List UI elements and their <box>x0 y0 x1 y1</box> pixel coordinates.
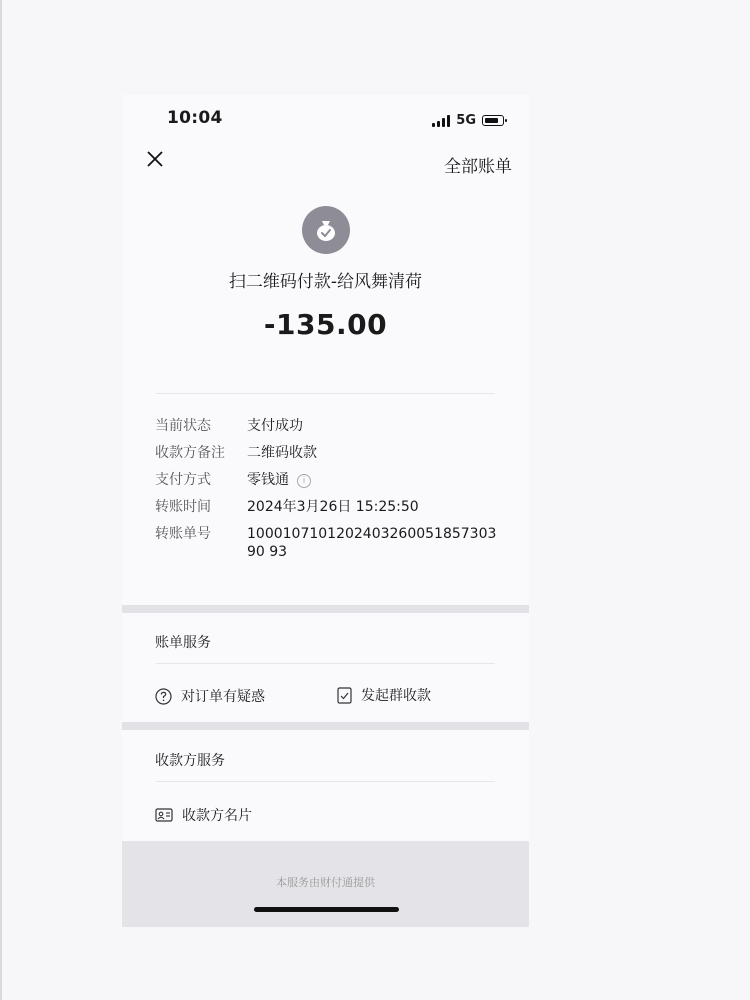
signal-icon <box>432 115 450 127</box>
detail-value: 100010710120240326005185730390 93 <box>247 526 497 560</box>
detail-label: 当前状态 <box>155 418 211 434</box>
group-collect-icon <box>337 687 352 704</box>
business-card-icon <box>155 808 173 822</box>
info-icon[interactable]: i <box>297 474 311 488</box>
detail-row-transfer-time <box>155 498 505 516</box>
detail-value: 支付成功 <box>247 418 303 434</box>
detail-label: 收款方备注 <box>155 445 225 461</box>
payee-card-action[interactable] <box>155 805 252 825</box>
section-separator <box>122 722 529 730</box>
transaction-details <box>155 417 505 570</box>
status-indicators <box>432 113 504 128</box>
action-label: 发起群收款 <box>361 688 431 704</box>
transaction-amount: -135.00 <box>263 308 388 341</box>
detail-label: 支付方式 <box>155 472 211 488</box>
home-indicator[interactable] <box>254 907 399 912</box>
payee-services-title: 收款方服务 <box>155 753 225 769</box>
money-bag-check-icon <box>302 206 350 254</box>
detail-label: 转账时间 <box>155 499 211 515</box>
transaction-title: 扫二维码付款-给风舞清荷 <box>228 272 423 292</box>
detail-row-payment-method <box>155 471 505 489</box>
network-type: 5G <box>456 113 476 128</box>
divider <box>156 781 495 782</box>
close-icon[interactable] <box>144 148 166 170</box>
action-label: 收款方名片 <box>182 808 252 824</box>
footer <box>122 841 529 927</box>
action-label: 对订单有疑惑 <box>181 689 265 705</box>
order-question-action[interactable] <box>155 686 265 706</box>
detail-value: 二维码收款 <box>247 445 317 461</box>
detail-row-payee-note <box>155 444 505 462</box>
divider <box>156 663 495 664</box>
section-separator <box>122 605 529 613</box>
detail-label: 转账单号 <box>155 526 211 542</box>
detail-row-transfer-id <box>155 525 505 561</box>
status-time: 10:04 <box>167 108 223 128</box>
bill-services-title: 账单服务 <box>155 635 211 651</box>
detail-value: 2024年3月26日 15:25:50 <box>247 499 419 515</box>
detail-row-status <box>155 417 505 435</box>
divider <box>156 393 495 394</box>
payment-method-value: 零钱通 <box>247 472 289 488</box>
group-collect-action[interactable] <box>337 685 431 705</box>
all-bills-link[interactable]: 全部账单 <box>444 157 512 177</box>
detail-value-wrap <box>247 471 497 489</box>
footer-provider-text: 本服务由财付通提供 <box>276 876 375 889</box>
battery-icon <box>482 115 504 126</box>
phone-screen <box>122 95 529 927</box>
question-circle-icon <box>155 688 172 705</box>
